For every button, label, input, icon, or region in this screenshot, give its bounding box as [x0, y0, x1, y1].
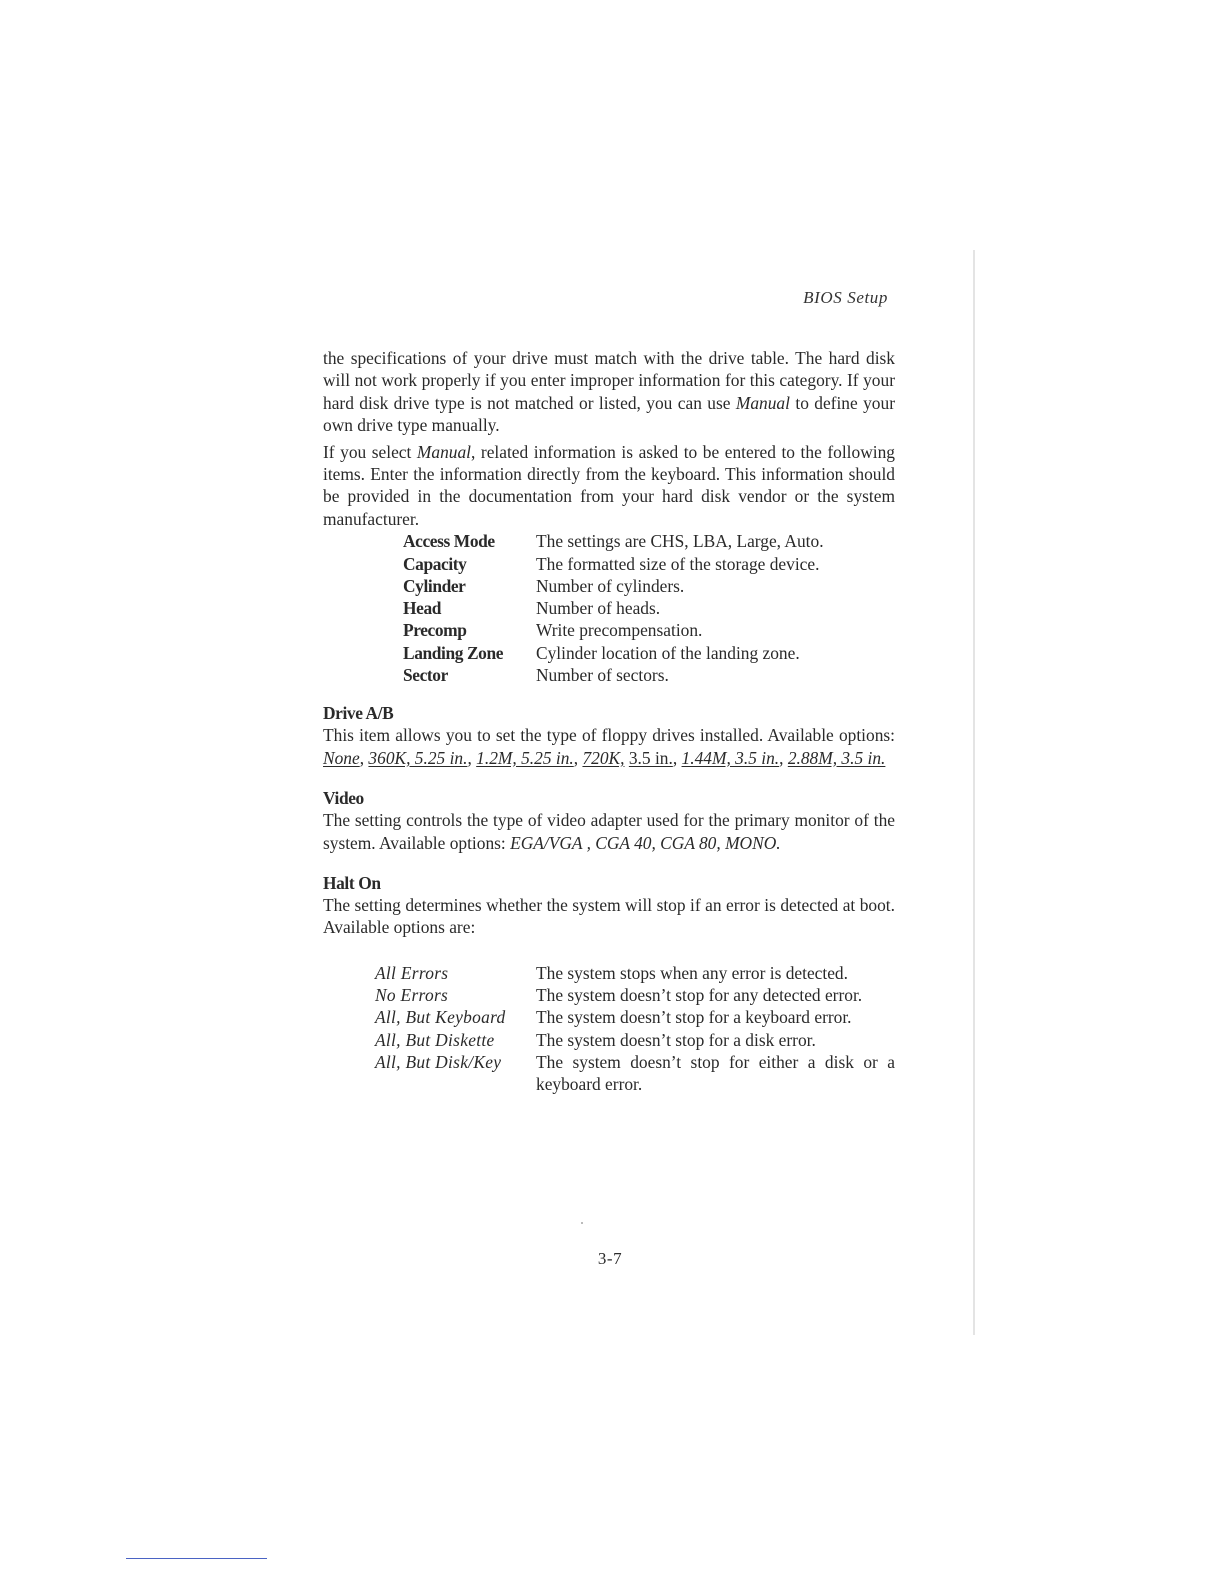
halt-option-row	[323, 984, 895, 1006]
page-body	[323, 347, 895, 1096]
drive-option-2-88m: 2.88M, 3.5 in.	[787, 747, 886, 768]
param-desc: Number of heads.	[536, 598, 661, 619]
video-text: The setting controls the type of video adapter used for the primary monitor of the system. Available options:	[323, 810, 895, 853]
intro-text-1: the specifications of your drive must match with the drive table. The hard disk will not work properly if you enter improper information for this category. If your hard disk drive type is not matched or listed, you can use	[323, 348, 895, 413]
drive-text: This item allows you to set the type of floppy drives installed. Available options:	[323, 725, 895, 746]
halt-options-list	[323, 962, 895, 1096]
halt-option-term: All, But Keyboard	[375, 1007, 506, 1028]
video-paragraph	[323, 809, 895, 854]
drive-option-1-2m: 1.2M, 5.25 in.	[476, 747, 574, 768]
halt-option-row	[323, 1006, 895, 1028]
halt-option-desc: The system stops when any error is detected.	[536, 962, 848, 983]
halt-option-row	[323, 962, 895, 984]
param-term: Sector	[403, 665, 448, 686]
halt-option-desc: The system doesn’t stop for a keyboard error.	[536, 1007, 852, 1028]
param-desc: The formatted size of the storage device.	[536, 553, 820, 574]
drive-option-720k: 720K,	[582, 747, 625, 768]
manual-emphasis: Manual	[735, 392, 790, 413]
footnote-rule	[126, 1558, 267, 1559]
param-term: Precomp	[403, 620, 467, 641]
halt-option-row	[323, 1029, 895, 1051]
halt-paragraph: The setting determines whether the system will stop if an error is detected at boot. Available options are:	[323, 894, 895, 938]
param-desc: The settings are CHS, LBA, Large, Auto.	[536, 531, 824, 552]
halt-option-term: All Errors	[375, 962, 449, 983]
param-term: Landing Zone	[403, 642, 504, 663]
param-desc: Number of cylinders.	[536, 575, 685, 596]
drive-option-1-44m: 1.44M, 3.5 in.	[681, 747, 780, 768]
intro-paragraph-2	[323, 441, 895, 531]
intro-text-2-start: If you select	[323, 441, 417, 462]
page-edge-shadow	[973, 250, 975, 1335]
param-row	[323, 530, 824, 552]
param-term: Access Mode	[403, 531, 495, 552]
intro-text-1-end: to define your own drive type manually.	[323, 392, 895, 436]
param-row	[323, 597, 824, 619]
param-desc: Number of sectors.	[536, 665, 669, 686]
param-term: Cylinder	[403, 575, 466, 596]
halt-option-desc: The system doesn’t stop for a disk error.	[536, 1029, 816, 1050]
param-row	[323, 553, 824, 575]
halt-section-title: Halt On	[323, 872, 381, 893]
halt-option-term: All, But Disk/Key	[375, 1051, 502, 1072]
drive-option-360k: 360K, 5.25 in.	[368, 747, 468, 768]
halt-option-term: No Errors	[375, 985, 449, 1006]
param-term: Capacity	[403, 553, 467, 574]
drive-option-720k-size: 3.5 in.	[628, 747, 673, 768]
drive-section-title: Drive A/B	[323, 703, 394, 724]
drive-paragraph: This item allows you to set the type of floppy drives installed. Available options: None, 360K, 5.25 in., 1.2M, 5.25 in., 720K, 3.5 in., 1.44M, 3.5 in., 2.88M, 3.5 in.	[323, 725, 895, 768]
param-row	[323, 642, 824, 664]
halt-option-term: All, But Diskette	[375, 1029, 495, 1050]
intro-paragraph-1	[323, 347, 895, 437]
halt-option-desc: The system doesn’t stop for either a disk or a keyboard error.	[536, 1051, 895, 1095]
running-header: BIOS Setup	[803, 288, 888, 307]
page-number: 3-7	[597, 1249, 623, 1268]
scan-speck	[581, 1222, 583, 1224]
video-section-title: Video	[323, 788, 364, 809]
param-row	[323, 575, 824, 597]
halt-option-desc: The system doesn’t stop for any detected error.	[536, 985, 863, 1006]
manual-emphasis-2: Manual	[416, 441, 472, 462]
param-desc: Write precompensation.	[536, 620, 703, 641]
drive-option-none: None	[323, 747, 360, 768]
param-row	[323, 664, 824, 686]
param-term: Head	[403, 598, 442, 619]
halt-option-row	[323, 1051, 895, 1096]
param-row	[323, 619, 824, 641]
param-desc: Cylinder location of the landing zone.	[536, 642, 800, 663]
intro-text-2-end: , related information is asked to be entered to the following items. Enter the information directly from the keyboard. This information should be provided in the documentation from your hard disk vendor or the system manufacturer.	[323, 441, 895, 529]
hard-disk-parameter-list	[323, 530, 824, 686]
video-options: EGA/VGA , CGA 40, CGA 80, MONO.	[510, 832, 781, 853]
